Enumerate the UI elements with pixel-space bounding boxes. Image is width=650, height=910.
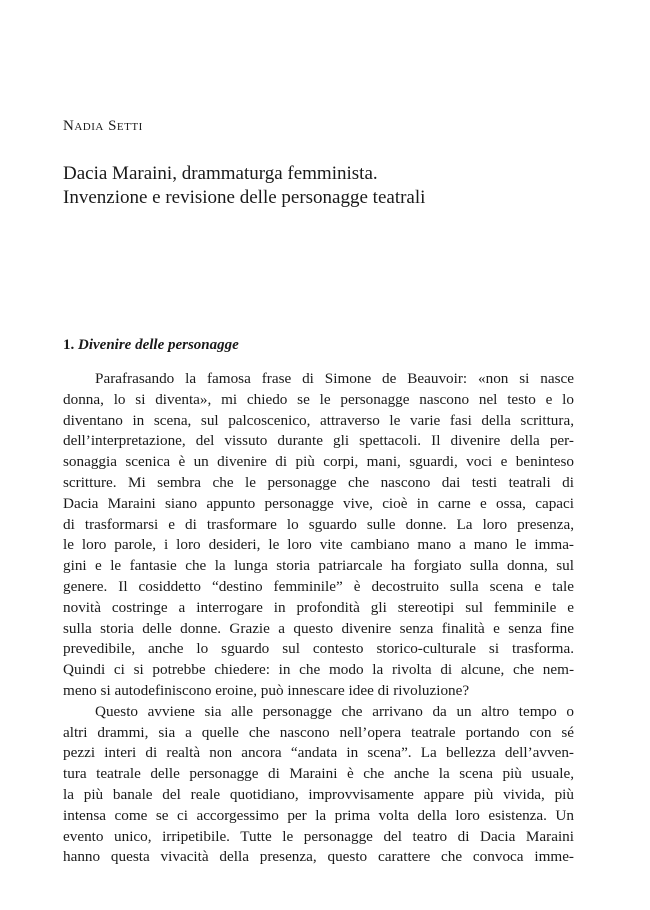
paragraph-1 [63,369,574,702]
text-line: Questo avviene sia alle personagge che arrivano da un altro tempo o [95,702,574,720]
text-line: evento unico, irripetibile. Tutte le personagge del teatro di Dacia Maraini [63,827,574,845]
text-line: diventano in scena, sul palcoscenico, attraverso le varie fasi della scrittura, [63,411,574,429]
title-line-2: Invenzione e revisione delle personagge teatrali [63,187,426,208]
section-number: 1. [63,337,75,353]
text-line: gini e le fantasie che la lunga storia patriarcale ha forgiato sulla donna, sul [63,557,574,575]
paragraph-2 [63,702,574,868]
author-name: Nadia Setti [63,118,143,134]
text-line: Dacia Maraini siano appunto personagge vive, cioè in carne e ossa, capaci [63,494,574,512]
text-line: altri drammi, sia a quelle che nascono nell’opera teatrale portando con sé [63,723,574,741]
article-body [63,369,574,868]
text-line: sulla storia delle donne. Grazie a questo divenire senza finalità e senza fine [63,619,574,637]
title-line-1: Dacia Maraini, drammaturga femminista. [63,163,378,184]
text-line: scritture. Mi sembra che le personagge che nascono dai testi teatrali di [63,473,574,491]
text-line: intensa come se ci accorgessimo per la prima volta della loro esistenza. Un [63,806,574,824]
text-line: le loro parole, i loro desideri, le loro vite cambiano mano a mano le imma- [63,536,574,554]
text-line: pezzi interi di realtà non ancora “andata in scena”. La bellezza dell’avven- [63,744,574,762]
text-line: donna, lo si diventa», mi chiedo se le personagge nascono nel testo e lo [63,390,574,408]
text-line: Parafrasando la famosa frase di Simone de Beauvoir: «non si nasce [95,370,574,387]
text-line: prevedibile, anche lo sguardo sul contesto storico-culturale si trasforma. [63,640,574,658]
text-line: sonaggia scenica è un divenire di più corpi, mani, sguardi, voci e beninteso [63,453,574,471]
section-title: Divenire delle personagge [78,337,239,353]
text-line: Quindi ci si potrebbe chiedere: in che modo la rivolta di alcune, che nem- [63,661,574,679]
text-line: dell’interpretazione, del vissuto durante gli spettacoli. Il divenire della per- [63,432,574,450]
text-line: tura teatrale delle personagge di Maraini è che anche la scena più usuale, [63,765,574,783]
text-line: meno si autodefiniscono eroine, può innescare idee di rivoluzione? [63,681,470,699]
text-line: hanno questa vivacità della presenza, questo carattere che convoca imme- [63,848,574,866]
article-title [63,162,425,210]
text-line: novità costringe a interrogare in profondità gli stereotipi sul femminile e [63,598,574,616]
text-line: la più banale del reale quotidiano, improvvisamente appare più vivida, più [63,785,574,803]
text-line: di trasformarsi e di trasformare lo sguardo sulle donne. La loro presenza, [63,515,574,533]
section-heading [63,337,239,354]
text-line: genere. Il cosiddetto “destino femminile” è decostruito sulla scena e tale [63,577,574,595]
